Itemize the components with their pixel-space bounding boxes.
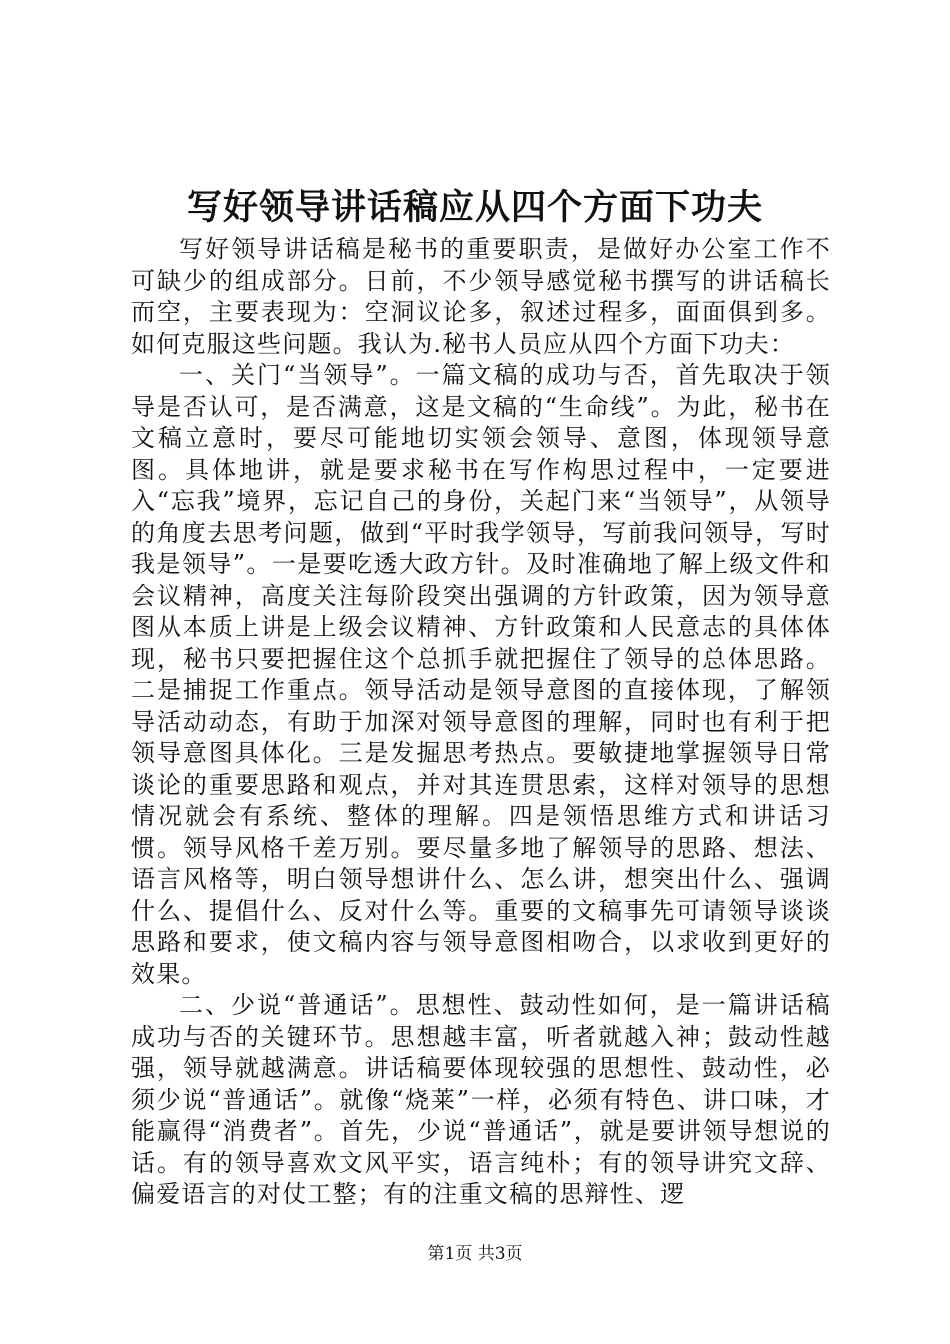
document-body — [131, 234, 831, 1211]
page-number-footer: 第1页 共3页 — [427, 1244, 523, 1264]
paragraph-intro: 写好领导讲话稿是秘书的重要职责，是做好办公室工作不可缺少的组成部分。日前，不少领导感觉秘书撰写的讲话稿长而空，主要表现为：空洞议论多，叙述过程多，面面俱到多。如何克服这些问题。我认为.秘书人员应从四个方面下功夫： — [131, 235, 831, 358]
document-title: 写好领导讲话稿应从四个方面下功夫 — [186, 187, 763, 228]
paragraph-section-one: 一、关门“当领导”。一篇文稿的成功与否，首先取决于领导是否认可，是否满意，这是文稿的“生命线”。为此，秘书在文稿立意时，要尽可能地切实领会领导、意图，体现领导意图。具体地讲，就是要求秘书在写作构思过程中，一定要进入“忘我”境界，忘记自己的身份，关起门来“当领导”，从领导的角度去思考问题，做到“平时我学领导，写前我问领导，写时我是领导”。一是要吃透大政方针。及时准确地了解上级文件和会议精神，高度关注每阶段突出强调的方针政策，因为领导意图从本质上讲是上级会议精神、方针政策和人民意志的具体体现，秘书只要把握住这个总抓手就把握住了领导的总体思路。二是捕捉工作重点。领导活动是领导意图的直接体现，了解领导活动动态，有助于加深对领导意图的理解，同时也有利于把领导意图具体化。三是发掘思考热点。要敏捷地掌握领导日常谈论的重要思路和观点，并对其连贯思索，这样对领导的思想情况就会有系统、整体的理解。四是领悟思维方式和讲话习惯。领导风格千差万别。要尽量多地了解领导的思路、想法、语言风格等，明白领导想讲什么、怎么讲，想突出什么、强调什么、提倡什么、反对什么等。重要的文稿事先可请领导谈谈思路和要求，使文稿内容与领导意图相吻合，以求收到更好的效果。 — [131, 361, 831, 988]
paragraph-section-two: 二、少说“普通话”。思想性、鼓动性如何，是一篇讲话稿成功与否的关键环节。思想越丰富，听者就越入神；鼓动性越强，领导就越满意。讲话稿要体现较强的思想性、鼓动性，必须少说“普通话”。就像“烧莱”一样，必须有特色、讲口味，才能赢得“消费者”。首先，少说“普通话”，就是要讲领导想说的话。有的领导喜欢文风平实，语言纯朴；有的领导讲究文辞、偏爱语言的对仗工整；有的注重文稿的思辩性、逻 — [131, 991, 831, 1208]
